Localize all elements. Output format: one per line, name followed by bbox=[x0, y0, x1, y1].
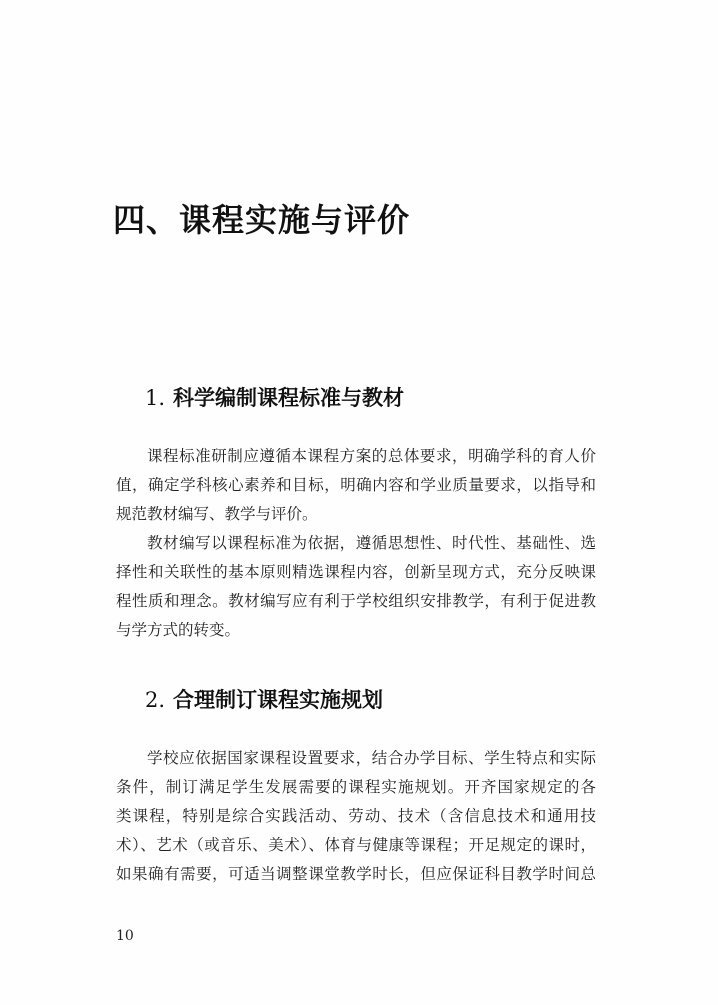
section-heading-2 bbox=[145, 686, 383, 714]
section-title: 合理制订课程实施规划 bbox=[173, 688, 384, 712]
section-1-body bbox=[116, 442, 596, 645]
paragraph-line: 如果确有需要，可适当调整课堂教学时长，但应保证科目教学时间总 bbox=[116, 865, 596, 883]
paragraph-line: 条件，制订满足学生发展需要的课程实施规划。开齐国家规定的各 bbox=[116, 778, 596, 796]
paragraph-line: 类课程，特别是综合实践活动、劳动、技术（含信息技术和通用技 bbox=[116, 807, 596, 825]
section-number: 2. bbox=[145, 688, 166, 712]
section-title: 科学编制课程标准与教材 bbox=[173, 386, 405, 410]
section-number: 1. bbox=[145, 386, 166, 410]
paragraph-line: 术）、艺术（或音乐、美术）、体育与健康等课程；开足规定的课时， bbox=[116, 836, 596, 854]
paragraph-line: 与学方式的转变。 bbox=[116, 621, 241, 639]
page-number: 10 bbox=[116, 928, 134, 944]
paragraph-line: 教材编写以课程标准为依据，遵循思想性、时代性、基础性、选 bbox=[147, 534, 596, 552]
section-2-body bbox=[116, 744, 596, 889]
paragraph-line: 择性和关联性的基本原则精选课程内容，创新呈现方式，充分反映课 bbox=[116, 563, 596, 581]
paragraph-line: 课程标准研制应遵循本课程方案的总体要求，明确学科的育人价 bbox=[147, 447, 596, 465]
section-heading-1 bbox=[145, 384, 404, 412]
paragraph-line: 学校应依据国家课程设置要求，结合办学目标、学生特点和实际 bbox=[147, 749, 596, 767]
chapter-title: 四、课程实施与评价 bbox=[113, 201, 411, 239]
paragraph-line: 值，确定学科核心素养和目标，明确内容和学业质量要求，以指导和 bbox=[116, 476, 596, 494]
paragraph-line: 规范教材编写、教学与评价。 bbox=[116, 505, 318, 523]
paragraph-line: 程性质和理念。教材编写应有利于学校组织安排教学，有利于促进教 bbox=[116, 592, 596, 610]
